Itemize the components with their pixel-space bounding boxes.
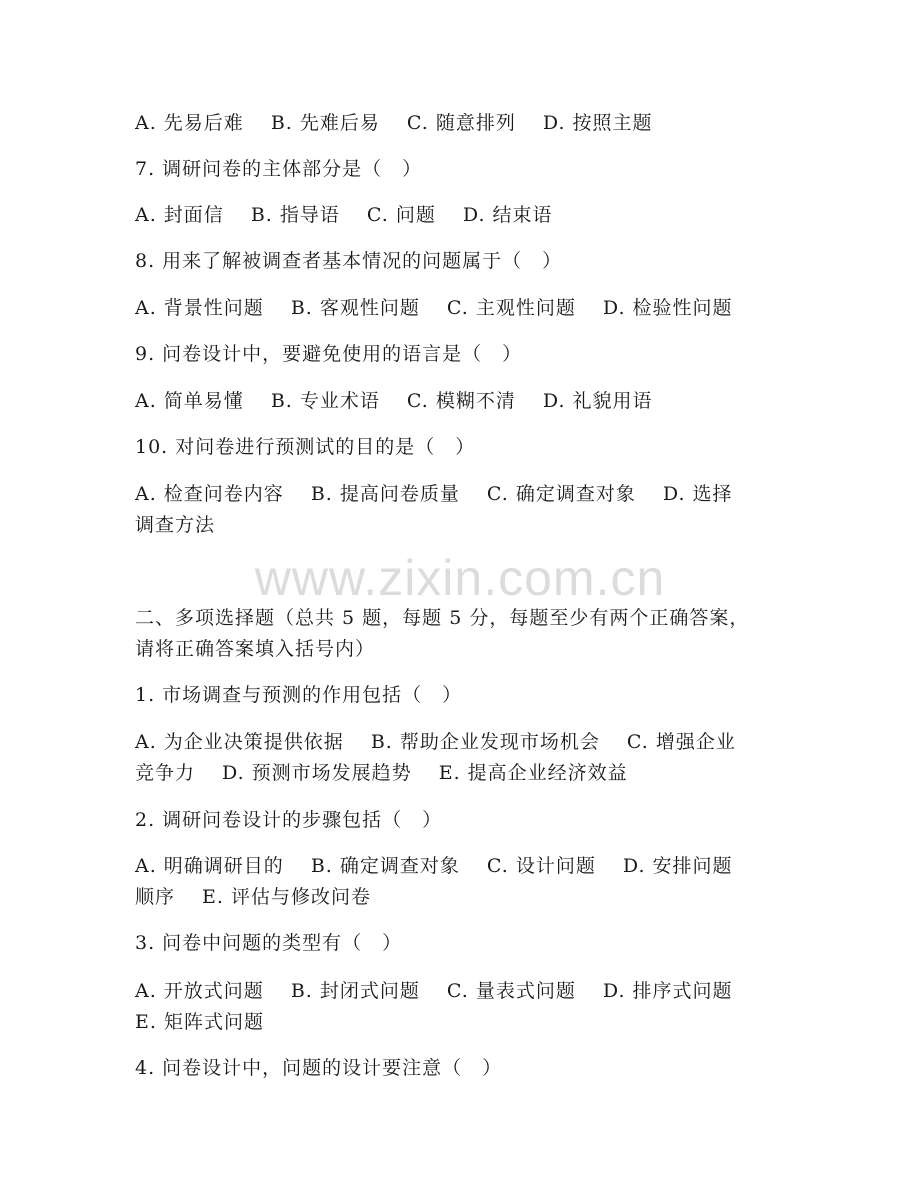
m3-options-line-2: E. 矩阵式问题 xyxy=(135,1011,264,1033)
q8-question: 8. 用来了解被调查者基本情况的问题属于（ ） xyxy=(135,250,563,272)
m1-options-line-1: A. 为企业决策提供依据 B. 帮助企业发现市场机会 C. 增强企业 xyxy=(135,731,736,753)
q6-options: A. 先易后难 B. 先难后易 C. 随意排列 D. 按照主题 xyxy=(135,112,653,134)
section-heading-line-2: 请将正确答案填入括号内） xyxy=(135,638,376,660)
m1-options-line-2: 竞争力 D. 预测市场发展趋势 E. 提高企业经济效益 xyxy=(135,762,628,784)
q8-options: A. 背景性问题 B. 客观性问题 C. 主观性问题 D. 检验性问题 xyxy=(135,297,733,319)
q7-question: 7. 调研问卷的主体部分是（ ） xyxy=(135,158,423,180)
m3-options-line-1: A. 开放式问题 B. 封闭式问题 C. 量表式问题 D. 排序式问题 xyxy=(135,980,733,1002)
m1-question: 1. 市场调查与预测的作用包括（ ） xyxy=(135,684,463,706)
q7-options: A. 封面信 B. 指导语 C. 问题 D. 结束语 xyxy=(135,204,553,226)
section-heading-line-1: 二、多项选择题（总共 5 题，每题 5 分，每题至少有两个正确答案， xyxy=(135,607,750,629)
q9-question: 9. 问卷设计中，要避免使用的语言是（ ） xyxy=(135,343,523,365)
q9-options: A. 简单易懂 B. 专业术语 C. 模糊不清 D. 礼貌用语 xyxy=(135,390,653,412)
m2-options-line-2: 顺序 E. 评估与修改问卷 xyxy=(135,886,371,908)
m3-question: 3. 问卷中问题的类型有（ ） xyxy=(135,932,403,954)
m2-question: 2. 调研问卷设计的步骤包括（ ） xyxy=(135,809,443,831)
q10-options-line-2: 调查方法 xyxy=(135,514,216,536)
m2-options-line-1: A. 明确调研目的 B. 确定调查对象 C. 设计问题 D. 安排问题 xyxy=(135,855,733,877)
watermark: www.zixin.com.cn xyxy=(254,550,666,606)
q10-question: 10. 对问卷进行预测试的目的是（ ） xyxy=(135,436,476,458)
q10-options-line-1: A. 检查问卷内容 B. 提高问卷质量 C. 确定调查对象 D. 选择 xyxy=(135,483,733,505)
m4-question: 4. 问卷设计中，问题的设计要注意（ ） xyxy=(135,1057,503,1079)
